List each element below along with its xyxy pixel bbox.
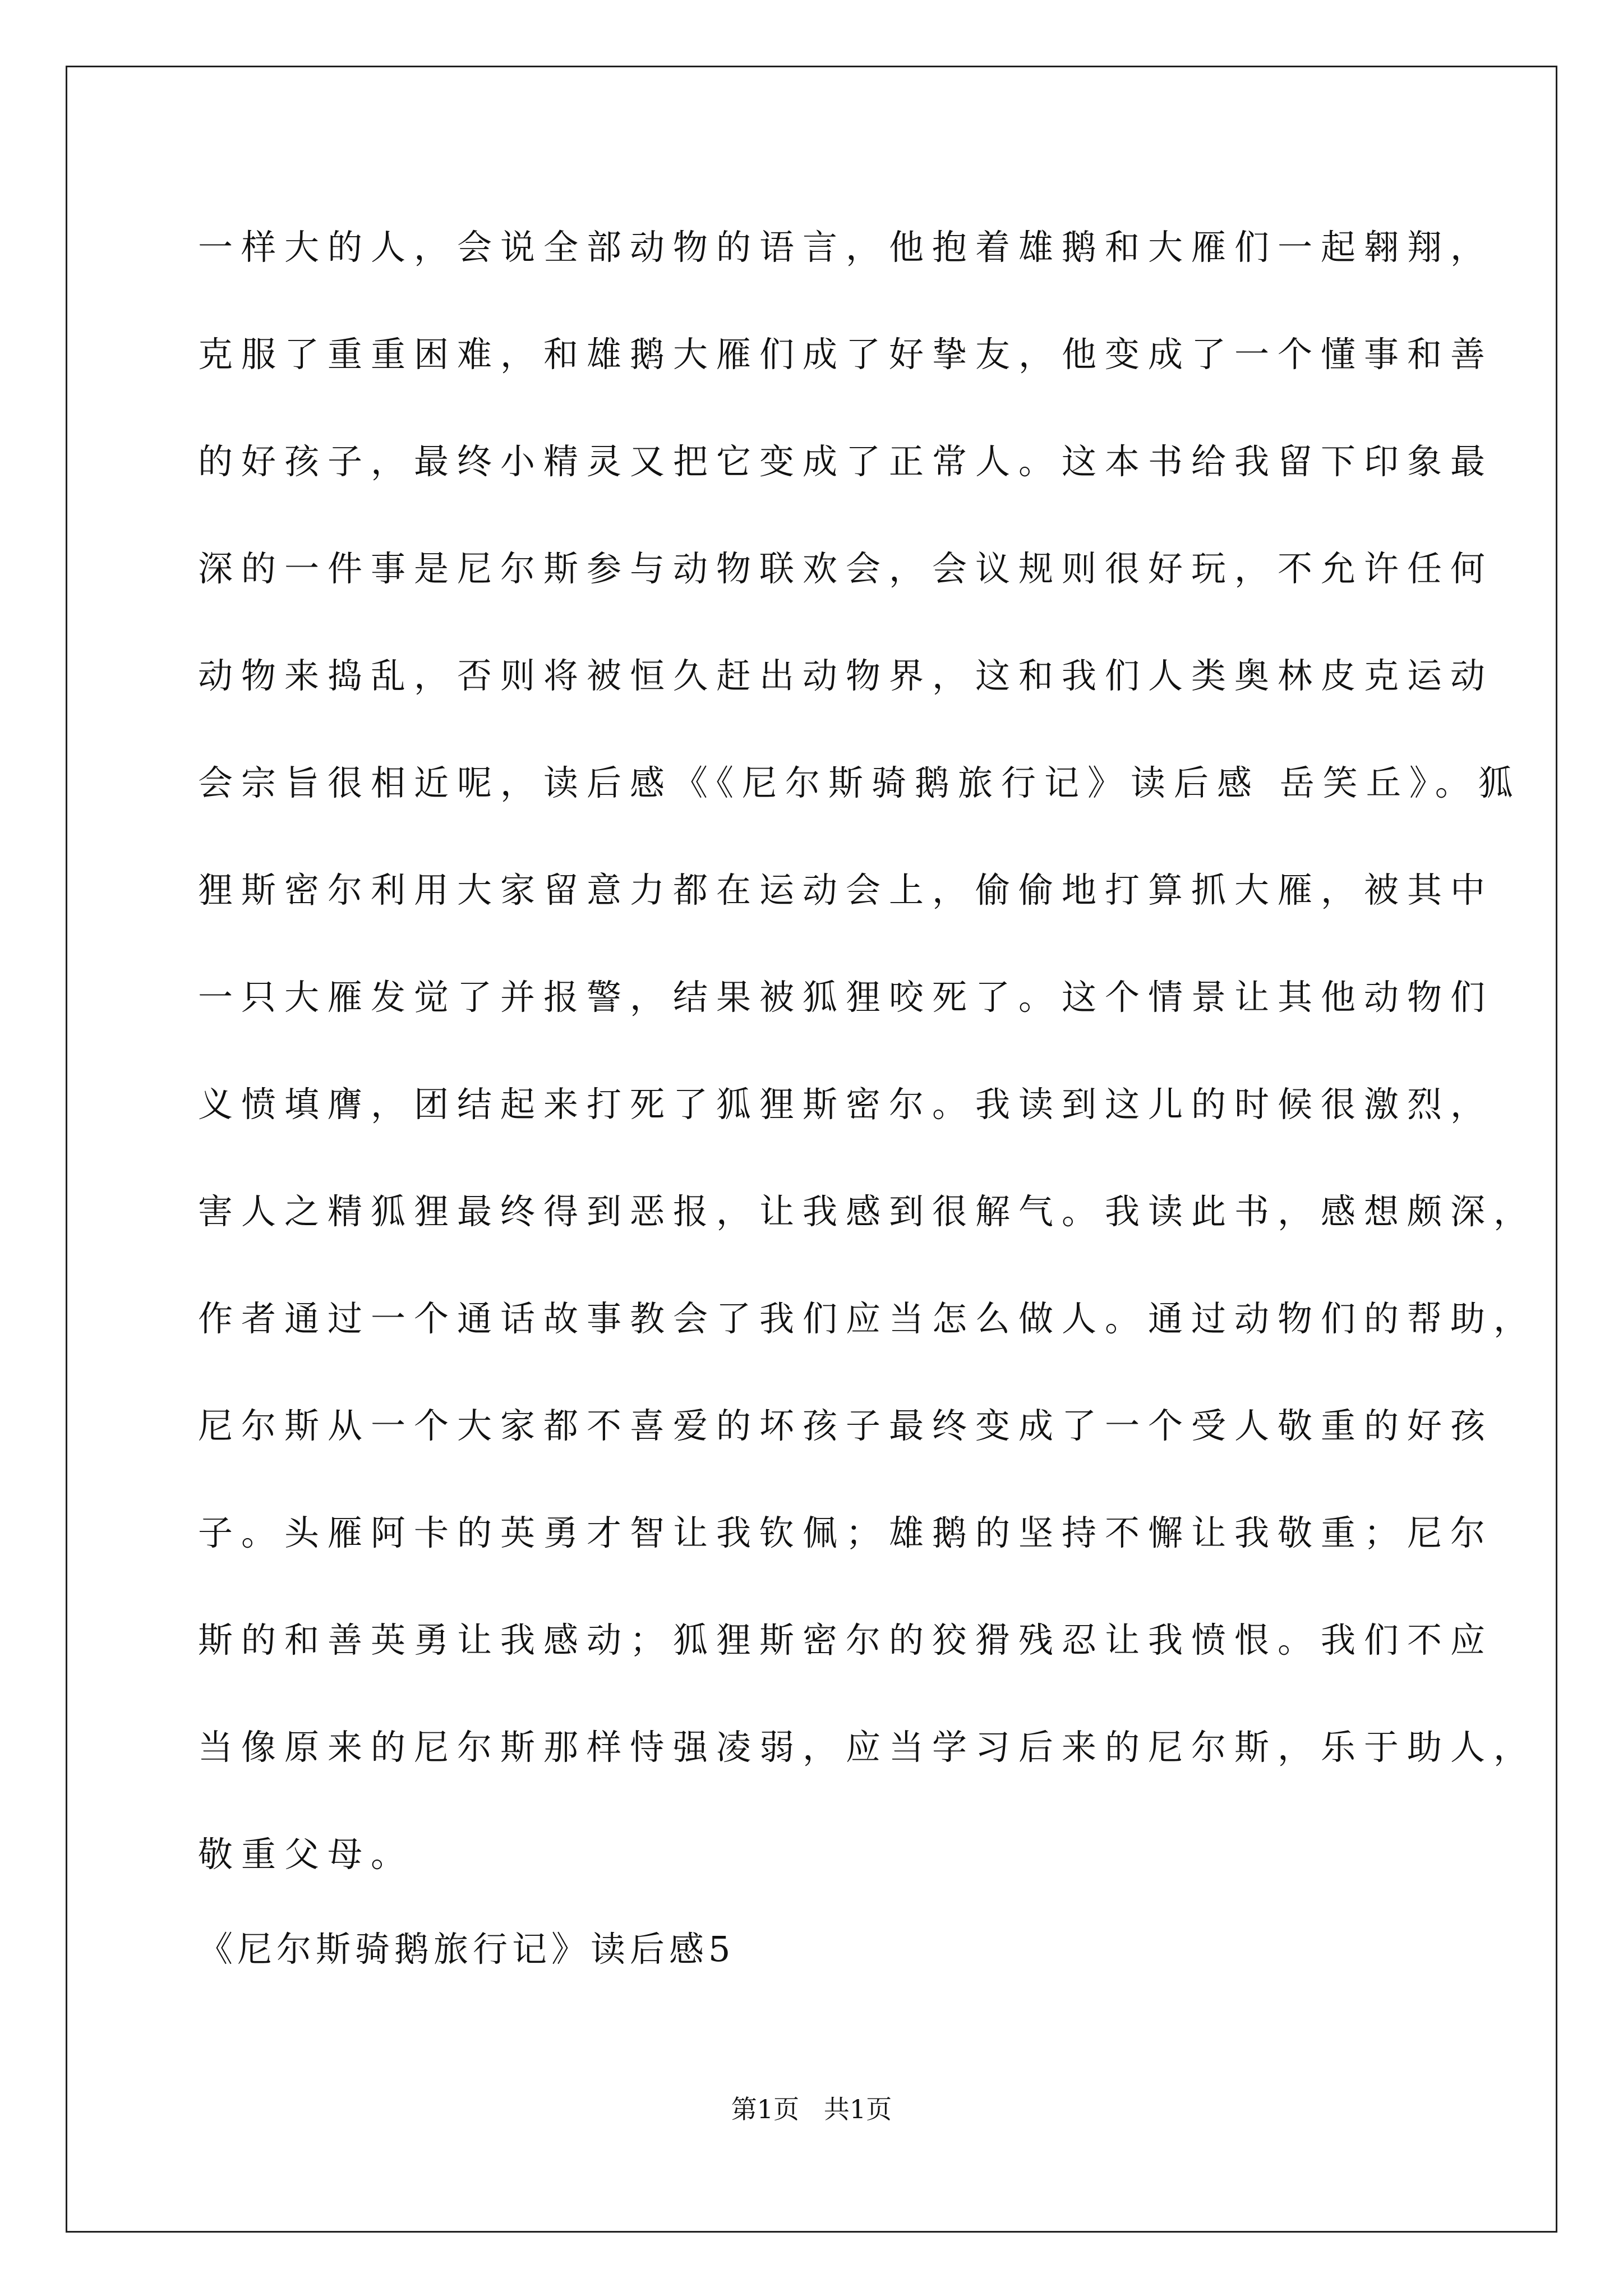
text-line: 尼尔斯从一个大家都不喜爱的坏孩子最终变成了一个受人敬重的好孩 <box>198 1405 1494 1446</box>
text-line: 害人之精狐狸最终得到恶报，让我感到很解气。我读此书，感想颇深， <box>198 1191 1537 1232</box>
text-line: 会宗旨很相近呢，读后感《《尼尔斯骑鹅旅行记》读后感 岳笑丘》。狐 <box>198 762 1521 803</box>
text-line: 狸斯密尔利用大家留意力都在运动会上，偷偷地打算抓大雁，被其中 <box>198 869 1494 910</box>
body-text <box>198 194 1537 1908</box>
text-line: 克服了重重困难，和雄鹅大雁们成了好挚友，他变成了一个懂事和善 <box>198 334 1494 375</box>
text-line: 一只大雁发觉了并报警，结果被狐狸咬死了。这个情景让其他动物们 <box>198 977 1494 1018</box>
text-line: 当像原来的尼尔斯那样恃强凌弱，应当学习后来的尼尔斯，乐于助人， <box>198 1727 1537 1768</box>
text-line: 深的一件事是尼尔斯参与动物联欢会，会议规则很好玩，不允许任何 <box>198 548 1494 589</box>
page-footer: 第1页 共1页 <box>731 2094 892 2124</box>
text-line: 一样大的人，会说全部动物的语言，他抱着雄鹅和大雁们一起翱翔， <box>198 227 1494 268</box>
text-line: 斯的和善英勇让我感动；狐狸斯密尔的狡猾残忍让我愤恨。我们不应 <box>198 1619 1494 1660</box>
text-line: 义愤填膺，团结起来打死了狐狸斯密尔。我读到这儿的时候很激烈， <box>198 1084 1494 1125</box>
text-line: 敬重父母。 <box>198 1834 414 1875</box>
text-line: 作者通过一个通话故事教会了我们应当怎么做人。通过动物们的帮助， <box>198 1298 1537 1339</box>
text-line: 动物来捣乱，否则将被恒久赶出动物界，这和我们人类奥林皮克运动 <box>198 655 1494 696</box>
text-line: 的好孩子，最终小精灵又把它变成了正常人。这本书给我留下印象最 <box>198 441 1494 482</box>
section-heading: 《尼尔斯骑鹅旅行记》读后感5 <box>198 1929 735 1970</box>
text-line: 子。头雁阿卡的英勇才智让我钦佩；雄鹅的坚持不懈让我敬重；尼尔 <box>198 1512 1494 1553</box>
